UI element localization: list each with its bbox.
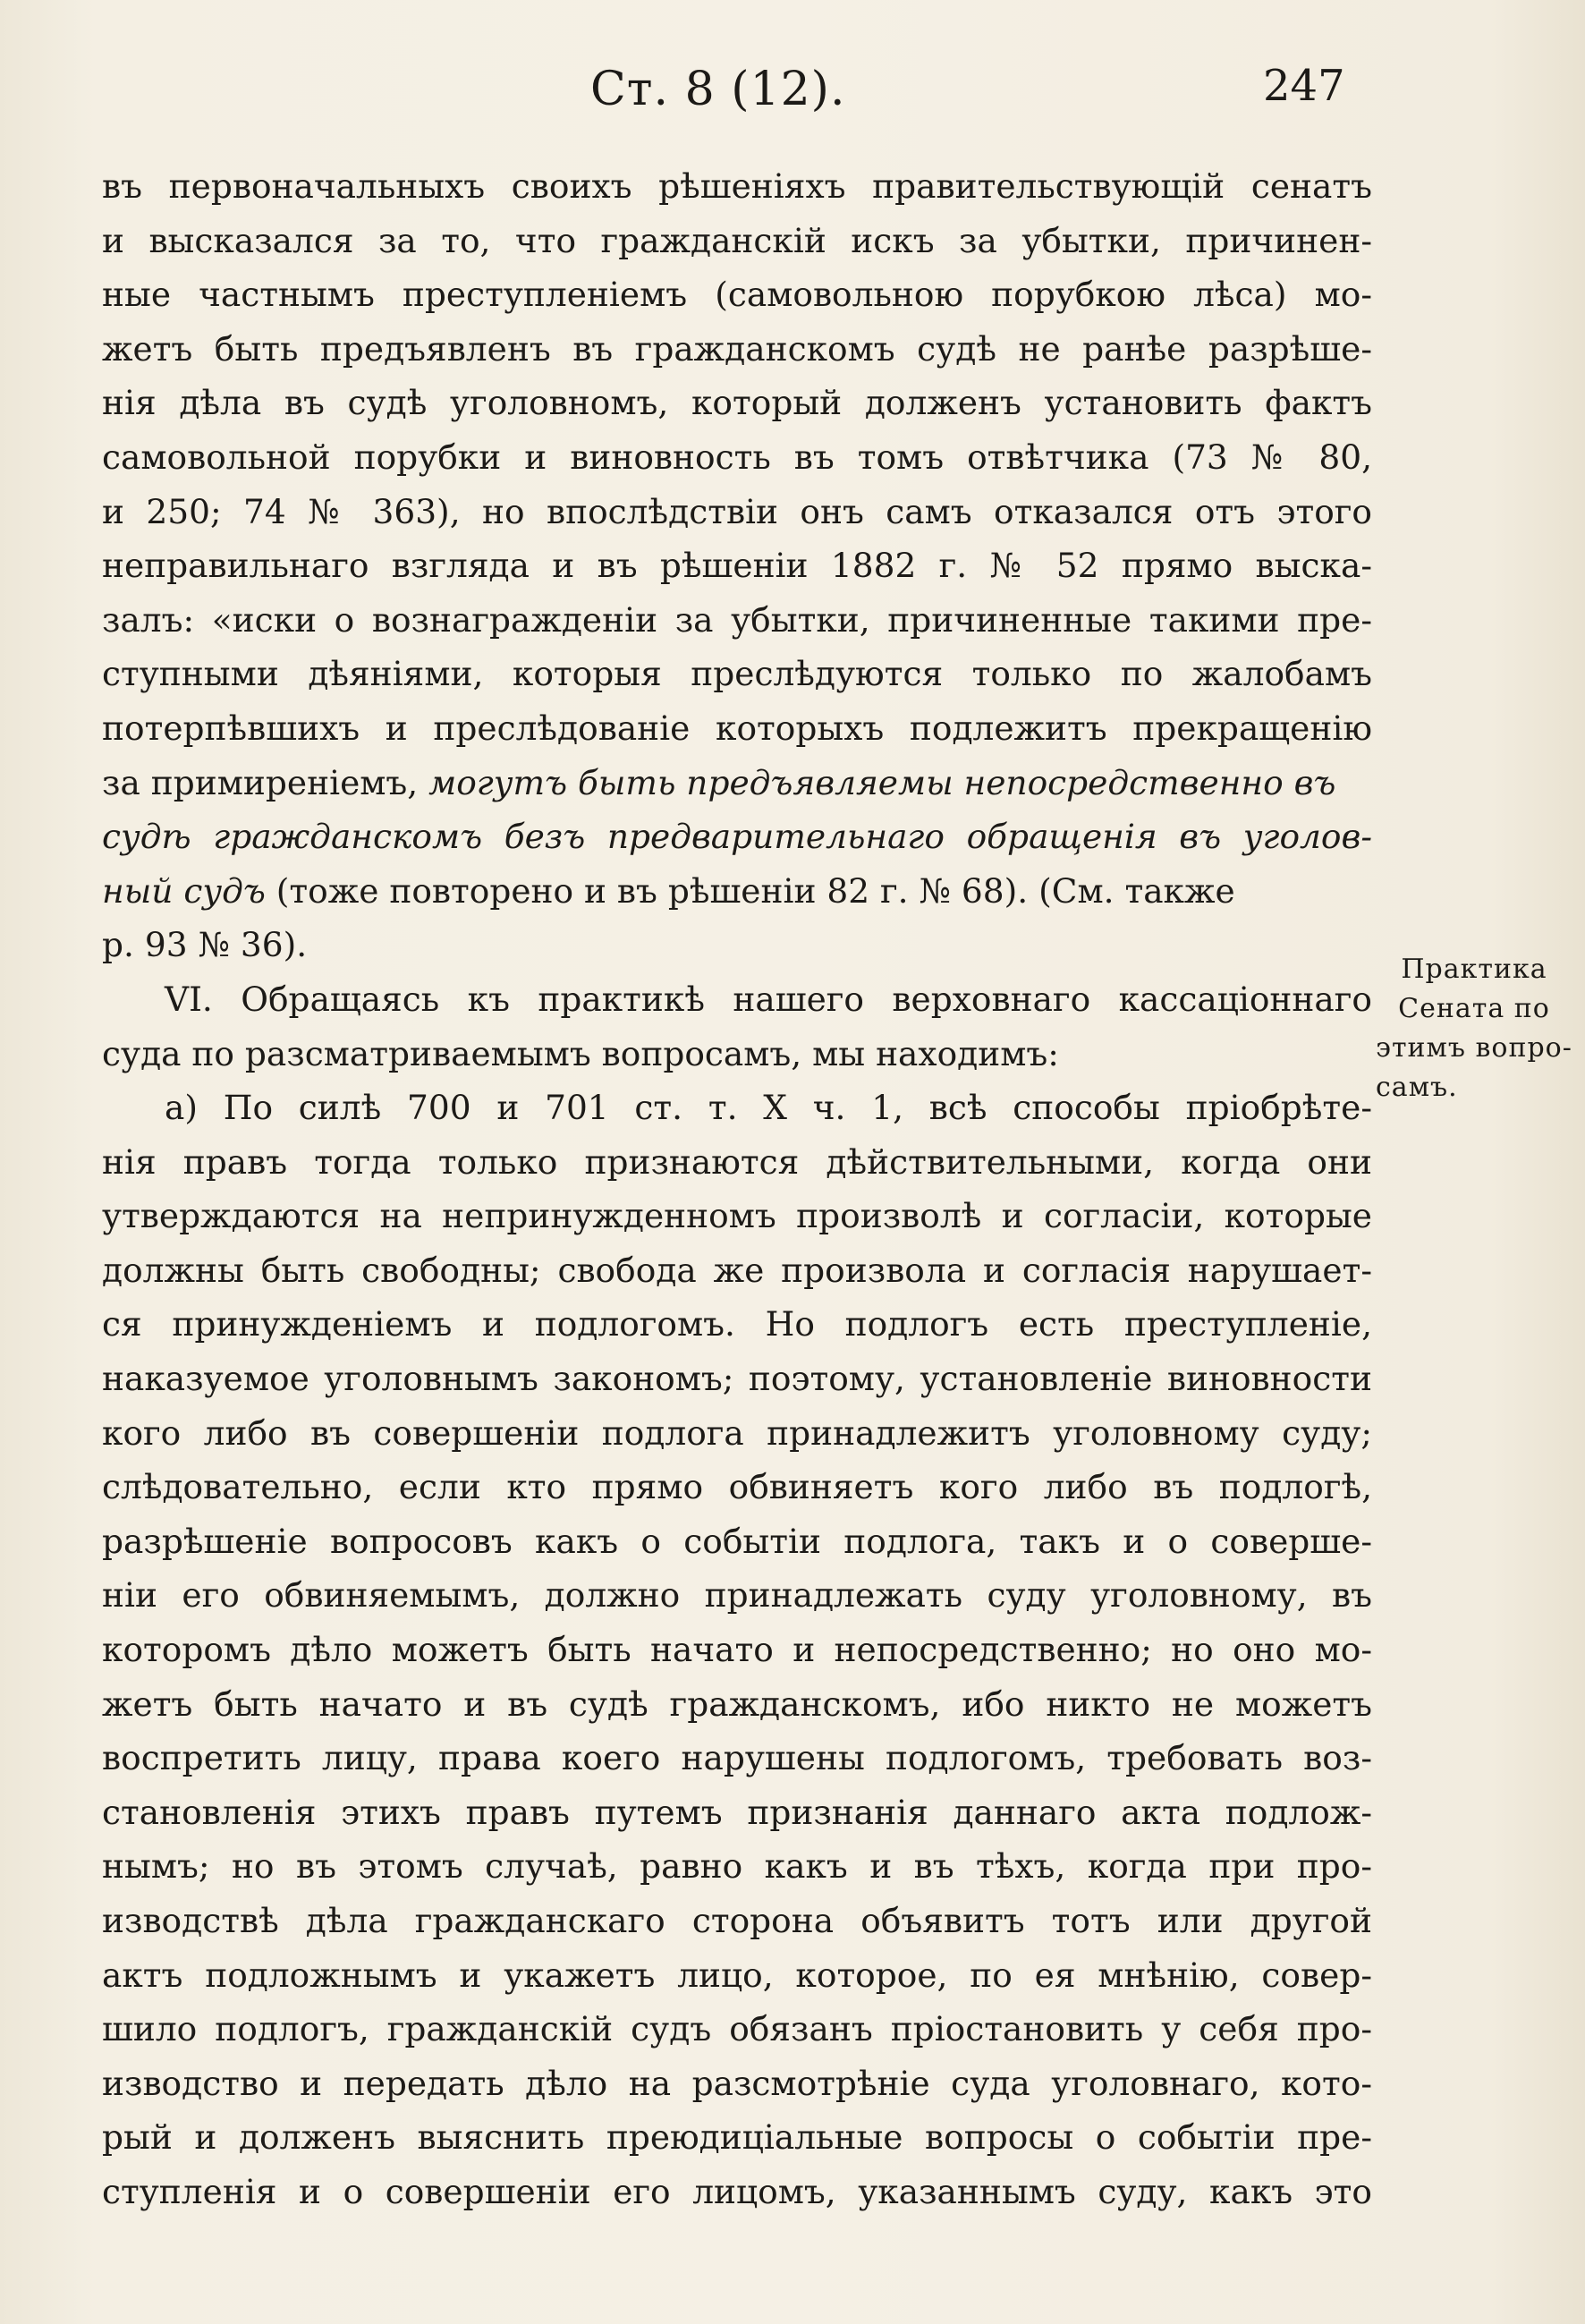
text-line: р. 93 № 36).: [102, 925, 308, 965]
text-line: суда по разсматриваемымъ вопросамъ, мы находимъ:: [102, 1033, 1059, 1073]
text-line: должны быть свободны; свобода же произвола и согласія нарушает-: [102, 1250, 1372, 1290]
text-line: рый и долженъ выяснить преюдиціальные вопросы о событіи пре-: [102, 2117, 1372, 2158]
text-line-italic: судѣ гражданскомъ безъ предварительнаго обращенія въ уголов-: [102, 817, 1372, 857]
text-line: залъ: «иски о вознагражденіи за убытки, причиненные такими пре-: [102, 599, 1372, 640]
text-line: воспретить лицу, права коего нарушены подлогомъ, требовать воз-: [102, 1738, 1372, 1778]
margin-note-line: самъ.: [1376, 1072, 1458, 1103]
margin-note-line: Сената по: [1398, 993, 1550, 1024]
text-line: изводство и передать дѣло на разсмотрѣніе суда уголовнаго, кото-: [102, 2063, 1372, 2103]
margin-note: [1376, 950, 1572, 1107]
body-text: [102, 159, 1372, 2219]
text-line: самовольной порубки и виновность въ томъ отвѣтчика (73 № 80,: [102, 437, 1372, 477]
text-line: неправильнаго взгляда и въ рѣшеніи 1882 г. № 52 прямо выска-: [102, 546, 1372, 586]
margin-note-line: этимъ вопро-: [1376, 1032, 1572, 1064]
page-header: [0, 55, 1585, 127]
text-line: нія правъ тогда только признаются дѣйствительными, когда они: [102, 1141, 1372, 1182]
text-line: жетъ быть начато и въ судѣ гражданскомъ, ибо никто не можетъ: [102, 1684, 1372, 1724]
text-line: а) По силѣ 700 и 701 ст. т. X ч. 1, всѣ способы пріобрѣте-: [165, 1088, 1372, 1128]
running-head: Ст. 8 (12).: [590, 63, 846, 116]
text-run: (тоже повторено и въ рѣшеніи 82 г. № 68). (См. также: [265, 870, 1235, 911]
text-line: наказуемое уголовнымъ закономъ; поэтому, установленіе виновности: [102, 1359, 1372, 1399]
text-line: слѣдовательно, если кто прямо обвиняетъ кого либо въ подлогѣ,: [102, 1467, 1372, 1507]
text-line: становленія этихъ правъ путемъ признанія даннаго акта подлож-: [102, 1792, 1372, 1832]
italic-run: ный судъ: [102, 870, 266, 911]
page-number: 247: [1263, 61, 1345, 111]
text-line: шило подлогъ, гражданскій судъ обязанъ пріостановить у себя про-: [102, 2009, 1372, 2049]
text-line: нымъ; но въ этомъ случаѣ, равно какъ и въ тѣхъ, когда при про-: [102, 1846, 1372, 1887]
text-line: и высказался за то, что гражданскій искъ за убытки, причинен-: [102, 220, 1372, 260]
text-line: разрѣшеніе вопросовъ какъ о событіи подлога, такъ и о соверше-: [102, 1521, 1372, 1561]
section-heading-line: VI. Обращаясь къ практикѣ нашего верховнаго кассаціоннаго: [165, 979, 1372, 1019]
text-line: [102, 756, 1372, 810]
text-line: изводствѣ дѣла гражданскаго сторона объявитъ тотъ или другой: [102, 1901, 1372, 1940]
italic-run: могутъ быть предъявляемы непосредственно въ: [428, 762, 1336, 802]
text-line: ные частнымъ преступленіемъ (самовольною порубкою лѣса) мо-: [102, 275, 1372, 315]
text-line: и 250; 74 № 363), но впослѣдствіи онъ самъ отказался отъ этого: [102, 491, 1372, 531]
text-line: кого либо въ совершеніи подлога принадлежитъ уголовному суду;: [102, 1412, 1372, 1453]
text-line: [102, 864, 1372, 919]
text-line: ся принужденіемъ и подлогомъ. Но подлогъ есть преступленіе,: [102, 1304, 1372, 1344]
text-line: которомъ дѣло можетъ быть начато и непосредственно; но оно мо-: [102, 1630, 1372, 1670]
text-line: жетъ быть предъявленъ въ гражданскомъ судѣ не ранѣе разрѣше-: [102, 328, 1372, 369]
text-line: ніи его обвиняемымъ, должно принадлежать суду уголовному, въ: [102, 1575, 1372, 1616]
text-line: ступными дѣяніями, которыя преслѣдуются только по жалобамъ: [102, 654, 1372, 694]
text-line: утверждаются на непринужденномъ произволѣ и согласіи, которые: [102, 1196, 1372, 1236]
margin-note-line: Практика: [1401, 954, 1547, 985]
text-line: ступленія и о совершеніи его лицомъ, указаннымъ суду, какъ это: [102, 2171, 1372, 2211]
text-line: потерпѣвшихъ и преслѣдованіе которыхъ подлежитъ прекращенію: [102, 708, 1372, 748]
text-line: въ первоначальныхъ своихъ рѣшеніяхъ правительствующій сенатъ: [102, 166, 1372, 206]
text-run: за примиреніемъ,: [102, 762, 429, 802]
text-line: актъ подложнымъ и укажетъ лицо, которое, по ея мнѣнію, совер-: [102, 1955, 1372, 1995]
text-line: нія дѣла въ судѣ уголовномъ, который долженъ установить фактъ: [102, 383, 1372, 423]
